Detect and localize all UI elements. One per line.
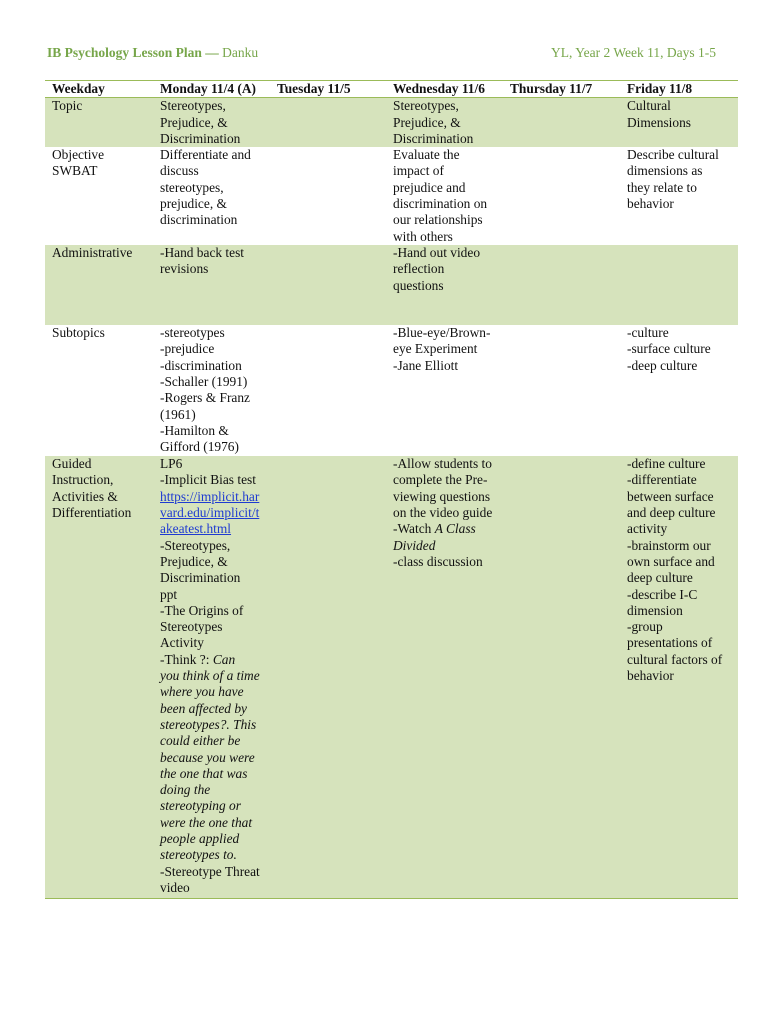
cell-text-line: prejudice and [393,179,466,195]
guided-tuesday [270,456,386,898]
cell-text-line: -Stereotype Threat [160,863,260,879]
cell-text-line: because you were [160,749,255,765]
watch-line-2: Divided [393,537,436,553]
cell-text-line: LP6 [160,456,183,472]
cell-text-line: -culture [627,325,669,341]
administrative-monday [153,245,270,325]
cell-text-line: questions [393,277,444,293]
cell-text-line: Stereotypes, [160,98,226,114]
title-author: Danku [218,45,259,60]
administrative-wednesday [386,245,503,325]
row-subtopics [45,325,738,456]
cell-text-line: discrimination [160,212,238,228]
lesson-plan-table [45,80,738,899]
row-label-guided-instruction [45,456,153,898]
cell-text-line: doing the [160,782,211,798]
topic-tuesday [270,98,386,147]
watch-line: -Watch A Class [393,521,476,537]
col-header-wednesday: Wednesday 11/6 [386,81,503,98]
cell-text-line: you think of a time [160,668,260,684]
cell-text-line: -Implicit Bias test [160,472,256,488]
cell-text-line: behavior [627,668,674,684]
cell-text-line: -Rogers & Franz [160,390,250,406]
week-info: YL, Year 2 Week 11, Days 1-5 [550,45,716,60]
cell-text-line: Objective [52,147,105,163]
cell-text-line: and deep culture [627,505,716,521]
col-header-weekday: Weekday [45,81,153,98]
cell-text-line: people applied [160,831,240,847]
row-topic [45,98,738,147]
topic-thursday [503,98,620,147]
cell-text-line[interactable]: vard.edu/implicit/t [160,505,260,521]
cell-text-line: Instruction, [52,472,114,488]
row-administrative [45,245,738,325]
cell-text-line: -define culture [627,456,706,472]
think-question-line: -Think ?: Can [160,651,236,667]
cell-text-line: been affected by [160,700,247,716]
cell-text-line: -Hand out video [393,245,481,261]
cell-text-line: Prejudice, & [393,114,461,130]
administrative-tuesday [270,245,386,325]
cell-text-line: complete the Pre- [393,472,488,488]
cell-text-line: Cultural [627,98,671,114]
objective-friday [620,147,738,245]
cell-text-line: -describe I-C [627,586,698,602]
cell-text-line: -group [627,619,663,635]
cell-text-line: Differentiation [52,505,132,521]
col-header-tuesday: Tuesday 11/5 [270,81,386,98]
cell-text-line: Dimensions [627,114,691,130]
cell-text-line: Prejudice, & [160,553,228,569]
title-bold: IB Psychology Lesson Plan — [47,45,219,60]
subtopics-thursday [503,325,620,456]
cell-text-line: video [160,879,190,895]
row-objective [45,147,738,245]
cell-text-line: eye Experiment [393,341,478,357]
cell-text-line: deep culture [627,570,693,586]
cell-text-line: impact of [393,163,444,179]
subtopics-monday [153,325,270,456]
implicit-bias-link[interactable] [160,489,266,538]
cell-text-line: Stereotypes, [393,98,459,114]
cell-text-line: they relate to [627,179,697,195]
col-header-friday: Friday 11/8 [620,81,738,98]
cell-text-line: stereotypes to. [160,847,237,863]
cell-text-line: Activities & [52,488,118,504]
guided-friday [620,456,738,898]
cell-text-line: cultural factors of [627,651,723,667]
cell-text-line: where you have [160,684,244,700]
cell-text-line: -class discussion [393,553,483,569]
cell-text-line: -The Origins of [160,602,244,618]
cell-text-line: ppt [160,586,178,602]
cell-text-line: -Allow students to [393,456,492,472]
cell-text-line: -Hamilton & [160,422,229,438]
cell-text-line: Activity [160,635,204,651]
cell-text-line: stereotypes, [160,179,224,195]
topic-friday [620,98,738,147]
cell-text-line: reflection [393,261,445,277]
row-guided-instruction [45,456,738,898]
col-header-thursday: Thursday 11/7 [503,81,620,98]
cell-text-line: Discrimination [160,130,241,146]
cell-text-line: with others [393,228,453,244]
cell-text-line: -Blue-eye/Brown- [393,325,491,341]
cell-text-line: behavior [627,196,674,212]
topic-wednesday [386,98,503,147]
administrative-friday [620,245,738,325]
cell-text-line: -deep culture [627,357,698,373]
page-header [47,45,716,65]
subtopics-tuesday [270,325,386,456]
objective-monday [153,147,270,245]
guided-thursday [503,456,620,898]
cell-text-line: -differentiate [627,472,697,488]
cell-text-line[interactable]: https://implicit.har [160,488,260,504]
cell-text-line: -Hand back test [160,245,245,261]
cell-text-line: Guided [52,456,92,472]
cell-text-line: Discrimination [160,570,241,586]
header-row [45,81,738,98]
objective-wednesday [386,147,503,245]
row-label-subtopics: Subtopics [45,325,153,456]
administrative-thursday [503,245,620,325]
cell-text-line: -prejudice [160,341,215,357]
cell-text-line: dimensions as [627,163,703,179]
cell-text-line: (1961) [160,406,196,422]
lesson-plan-title [47,45,258,61]
row-label-topic: Topic [45,98,153,147]
cell-text-line: viewing questions [393,488,491,504]
cell-text-line: discuss [160,163,199,179]
subtopics-wednesday [386,325,503,456]
cell-text-line: Prejudice, & [160,114,228,130]
cell-text-line: -Schaller (1991) [160,374,248,390]
row-label-administrative: Administrative [45,245,153,325]
cell-text-line: on the video guide [393,505,493,521]
cell-text-line: -discrimination [160,357,242,373]
cell-text-line: -brainstorm our [627,537,711,553]
cell-text-line: discrimination on [393,196,488,212]
cell-text-line: -stereotypes [160,325,225,341]
cell-text-line: Gifford (1976) [160,439,239,455]
cell-text-line: stereotypes?. This [160,716,257,732]
cell-text-line: activity [627,521,668,537]
cell-text-line: revisions [160,261,209,277]
cell-text-line: -surface culture [627,341,711,357]
cell-text-line: Discrimination [393,130,474,146]
cell-text-line: presentations of [627,635,713,651]
cell-text-line: between surface [627,488,714,504]
guided-wednesday [386,456,503,898]
cell-text-line: -Jane Elliott [393,357,459,373]
row-label-objective [45,147,153,245]
cell-text-line: could either be [160,733,241,749]
subtopics-friday [620,325,738,456]
cell-text-line: were the one that [160,814,253,830]
cell-text-line: dimension [627,602,683,618]
cell-text-line: Evaluate the [393,147,460,163]
cell-text-line: Stereotypes [160,619,223,635]
cell-text-line[interactable]: akeatest.html [160,521,232,537]
cell-text-line: the one that was [160,765,248,781]
cell-text-line: stereotyping or [160,798,241,814]
col-header-monday: Monday 11/4 (A) [153,81,270,98]
cell-text-line: own surface and [627,553,715,569]
cell-text-line: -Stereotypes, [160,537,231,553]
cell-text-line: Differentiate and [160,147,251,163]
cell-text-line: prejudice, & [160,196,227,212]
guided-monday [153,456,270,898]
cell-text-line: Describe cultural [627,147,719,163]
cell-text-line: our relationships [393,212,483,228]
objective-thursday [503,147,620,245]
objective-tuesday [270,147,386,245]
topic-monday [153,98,270,147]
cell-text-line: SWBAT [52,163,98,179]
